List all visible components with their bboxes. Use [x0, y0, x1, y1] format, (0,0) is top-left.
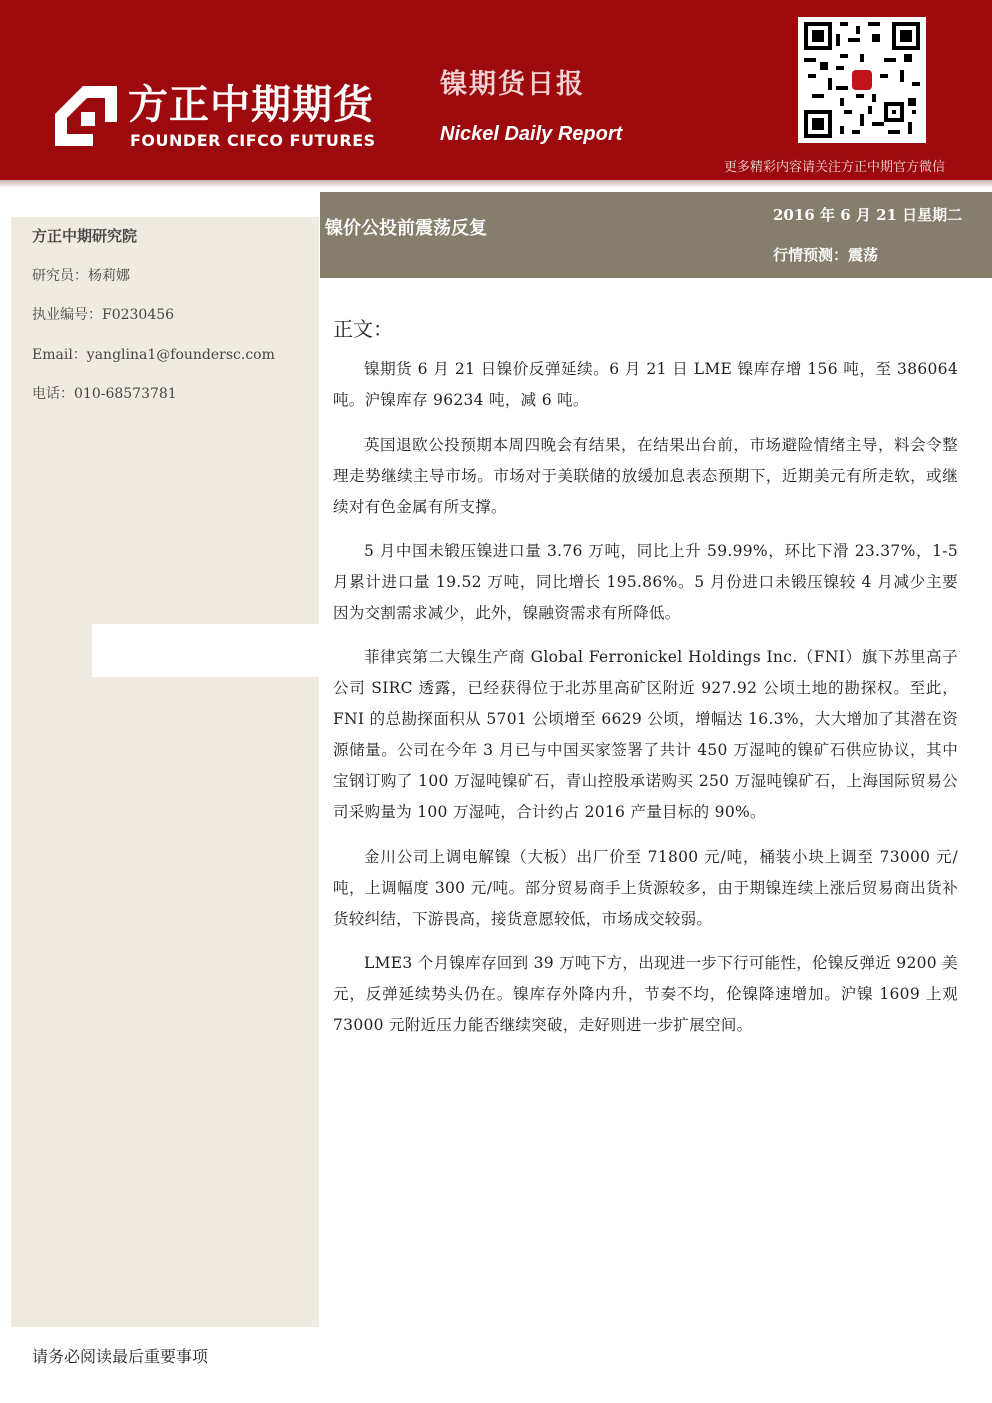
body-paragraph: 菲律宾第二大镍生产商 Global Ferronickel Holdings Inc.（FNI）旗下苏里高子公司 SIRC 透露，已经获得位于北苏里高矿区附近 927.92 公顷土地的勘探权。至此，FNI 的总勘探面积从 5701 公顷增至 6629 公顷，增幅达 16.3%，大大增加了其潜在资源储量。公司在今年 3 月已与中国买家签署了共计 450 万湿吨的镍矿石供应协议，其中宝钢订购了 100 万湿吨镍矿石，青山控股承诺购买 250 万湿吨镍矿石，上海国际贸易公司采购量为 100 万湿吨，合计约占 2016 产量目标的 90%。 — [333, 648, 958, 821]
founder-logo-icon — [55, 86, 117, 146]
body-paragraph: 金川公司上调电解镍（大板）出厂价至 71800 元/吨，桶装小块上调至 73000 元/吨，上调幅度 300 元/吨。部分贸易商手上货源较多，由于期镍连续上涨后贸易商出货补货较纠结，下游畏高，接货意愿较低，市场成交较弱。 — [333, 848, 958, 928]
brand-name-en: FOUNDER CIFCO FUTURES — [130, 131, 376, 150]
sidebar-email: Email：yanglina1@foundersc.com — [32, 347, 275, 363]
report-date: 2016 年 6 月 21 日星期二 — [773, 206, 963, 224]
body-heading: 正文： — [333, 317, 393, 341]
header-divider — [0, 180, 992, 188]
body-paragraph: 镍期货 6 月 21 日镍价反弹延续。6 月 21 日 LME 镍库存增 156 吨，至 386064 吨。沪镍库存 96234 吨，减 6 吨。 — [333, 360, 958, 409]
sidebar-phone: 电话：010-68573781 — [32, 386, 177, 402]
disclaimer-note: 请务必阅读最后重要事项 — [32, 1347, 209, 1366]
body-paragraph: 5 月中国未锻压镍进口量 3.76 万吨，同比上升 59.99%，环比下滑 23.37%，1-5 月累计进口量 19.52 万吨，同比增长 195.86%。5 月份进口未锻压镍较 4 月减少主要因为交割需求减少，此外，镍融资需求有所降低。 — [333, 542, 958, 622]
report-title-cn: 镍期货日报 — [440, 69, 585, 100]
qr-code-icon — [798, 17, 926, 143]
report-title-en: Nickel Daily Report — [440, 123, 623, 145]
sidebar-org: 方正中期研究院 — [32, 227, 138, 245]
market-forecast: 行情预测：震荡 — [773, 246, 879, 264]
sidebar-license: 执业编号：F0230456 — [32, 307, 175, 323]
body-paragraph: 英国退欧公投预期本周四晚会有结果，在结果出台前，市场避险情绪主导，料会令整理走势继续主导市场。市场对于美联储的放缓加息表态预期下，近期美元有所走软，或继续对有色金属有所支撑。 — [333, 436, 958, 516]
headline: 镍价公投前震荡反复 — [325, 218, 487, 239]
sidebar-notch — [92, 624, 319, 677]
sidebar-researcher: 研究员：杨莉娜 — [32, 268, 130, 284]
follow-note: 更多精彩内容请关注方正中期官方微信 — [724, 160, 946, 175]
body-paragraph: LME3 个月镍库存回到 39 万吨下方，出现进一步下行可能性，伦镍反弹近 9200 美元，反弹延续势头仍在。镍库存外降内升，节奏不均，伦镍降速增加。沪镍 1609 上观 73000 元附近压力能否继续突破，走好则进一步扩展空间。 — [333, 954, 958, 1034]
brand-name-cn: 方正中期期货 — [128, 82, 374, 128]
